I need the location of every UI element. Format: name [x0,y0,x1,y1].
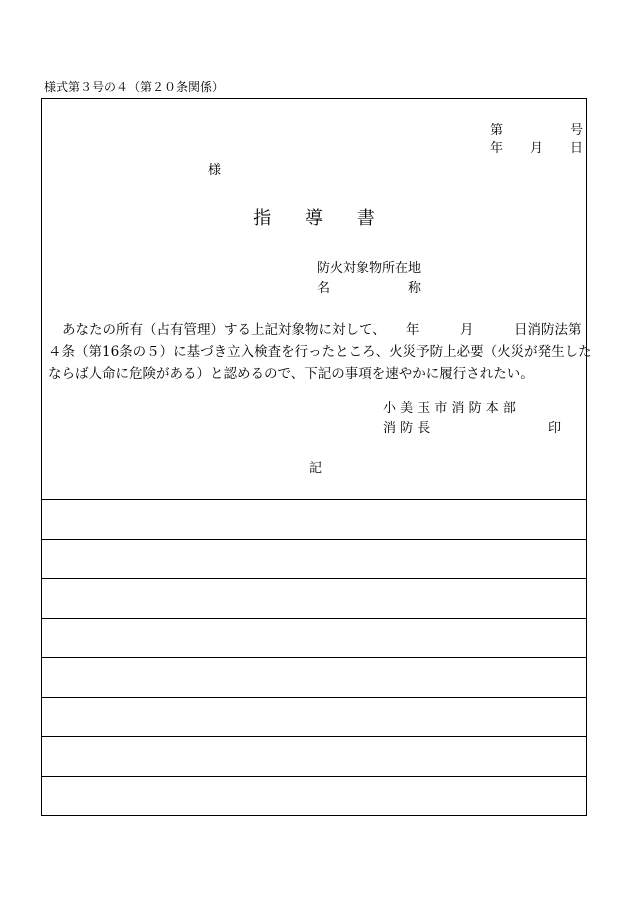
date-year: 年 [490,141,504,156]
notes-heading: 記 [309,461,323,476]
form-caption: 様式第３号の４（第２０条関係） [44,80,225,94]
issuer-department: 小 美 玉 市 消 防 本 部 [383,401,516,416]
body-line-1: あなたの所有（占有管理）する上記対象物に対して、 年 月 日消防法第 [62,322,582,338]
record-row [42,657,586,697]
seal-mark: 印 [548,421,562,436]
number-prefix: 第 [490,123,504,138]
record-row [42,539,586,579]
date-day: 日 [570,141,584,156]
name-label-char-2: 称 [408,281,422,296]
record-table [42,499,586,817]
date-month: 月 [530,141,544,156]
body-paragraph [48,319,592,385]
record-row [42,578,586,618]
document-frame [41,98,592,816]
name-label-char-1: 名 [317,281,331,296]
record-row [42,499,586,539]
number-suffix: 号 [570,123,584,138]
title-char-1: 指 [253,208,272,229]
location-label: 防火対象物所在地 [317,261,422,276]
record-row [42,618,586,658]
record-row [42,736,586,776]
issuer-chief: 消 防 長 [383,421,431,436]
record-row [42,776,586,816]
title-char-3: 書 [356,208,375,229]
document-title [42,208,586,230]
body-line-2: ４条（第16条の５）に基づき立入検査を行ったところ、火災予防上必要（火災が発生した [48,344,592,360]
addressee-suffix: 様 [208,163,222,178]
title-char-2: 導 [305,208,323,229]
body-line-3: ならば人命に危険がある）と認めるので、下記の事項を速やかに履行されたい。 [48,366,534,382]
record-row [42,697,586,737]
